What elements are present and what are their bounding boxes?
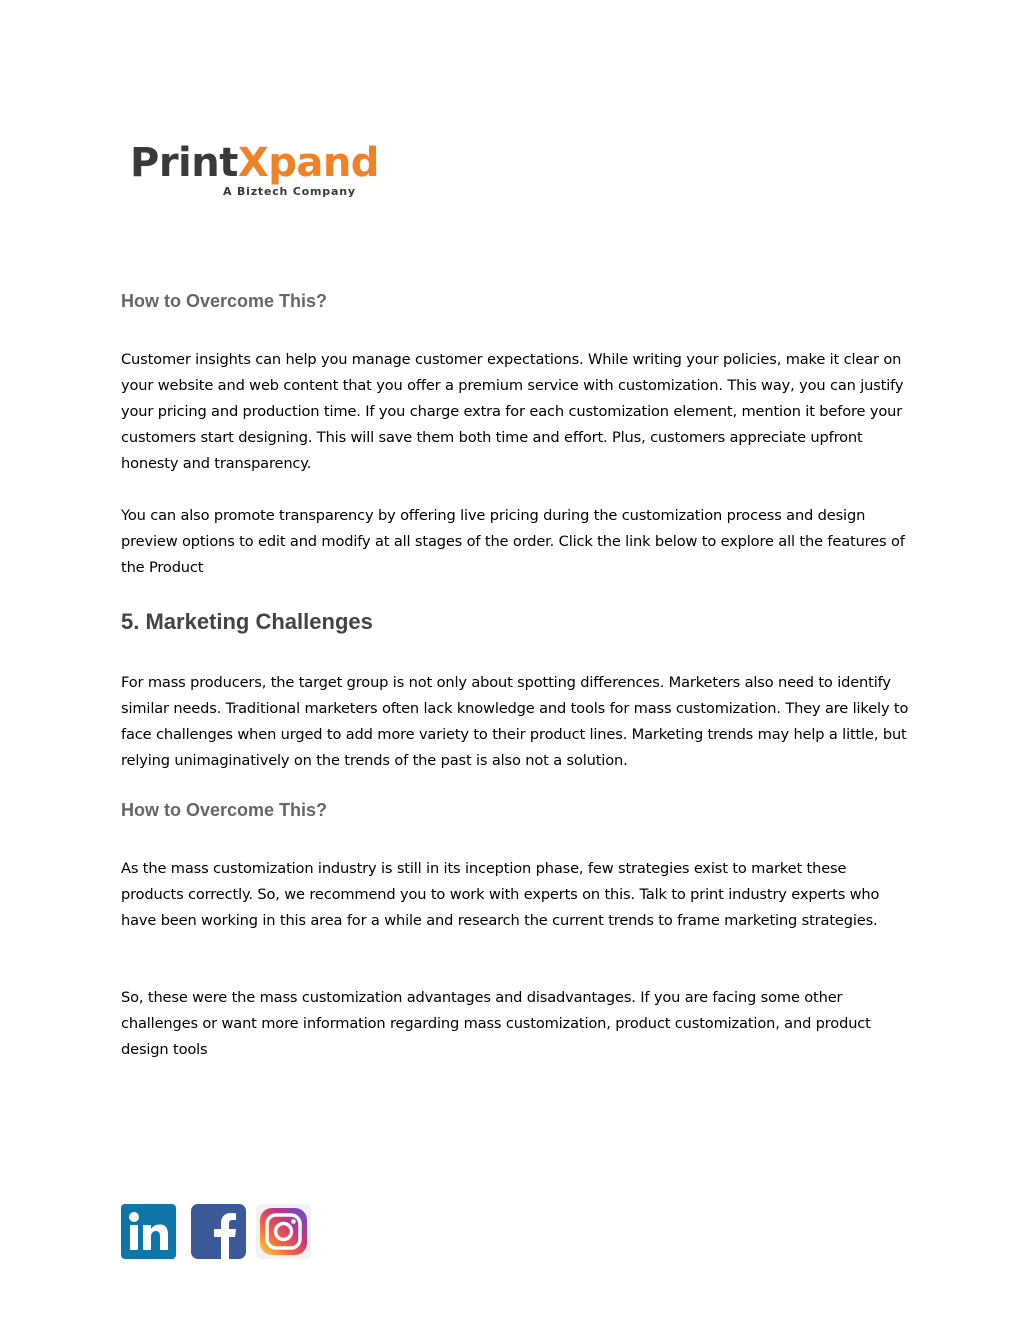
paragraph-transparency: You can also promote transparency by offering live pricing during the customization process and design preview options to edit and modify at all stages of the order. Click the link below to explore all the features of the Product	[121, 507, 905, 576]
facebook-icon[interactable]	[191, 1204, 246, 1259]
section-heading-overcome-2: How to Overcome This?	[121, 800, 328, 820]
brand-name-part2: Xpand	[237, 140, 379, 186]
brand-tagline: A Biztech Company	[223, 185, 356, 198]
paragraph-conclusion: So, these were the mass customization advantages and disadvantages. If you are facing some other challenges or want more information regarding mass customization, product customization, and product design tools	[121, 989, 871, 1058]
brand-name	[130, 140, 379, 186]
brand-name-part1: Print	[130, 140, 238, 186]
paragraph-mass-producers: For mass producers, the target group is not only about spotting differences. Marketers also need to identify similar needs. Traditional marketers often lack knowledge and tools for mass customization. They are likely to face challenges when urged to add more variety to their product lines. Marketing trends may help a little, but relying unimaginatively on the trends of the past is also not a solution.	[121, 674, 909, 769]
linkedin-icon[interactable]	[121, 1204, 176, 1259]
instagram-icon[interactable]	[256, 1204, 311, 1259]
paragraph-industry-experts: As the mass customization industry is still in its inception phase, few strategies exist to market these products correctly. So, we recommend you to work with experts on this. Talk to print industry experts who have been working in this area for a while and research the current trends to frame marketing strategies.	[121, 860, 880, 929]
section-heading-marketing-challenges: 5. Marketing Challenges	[121, 609, 373, 634]
brand-logo	[130, 140, 379, 210]
section-heading-overcome-1: How to Overcome This?	[121, 291, 328, 311]
paragraph-customer-insights: Customer insights can help you manage customer expectations. While writing your policies, make it clear on your website and web content that you offer a premium service with customization. This way, you can justify your pricing and production time. If you charge extra for each customization element, mention it before your customers start designing. This will save them both time and effort. Plus, customers appreciate upfront honesty and transparency.	[121, 351, 904, 472]
